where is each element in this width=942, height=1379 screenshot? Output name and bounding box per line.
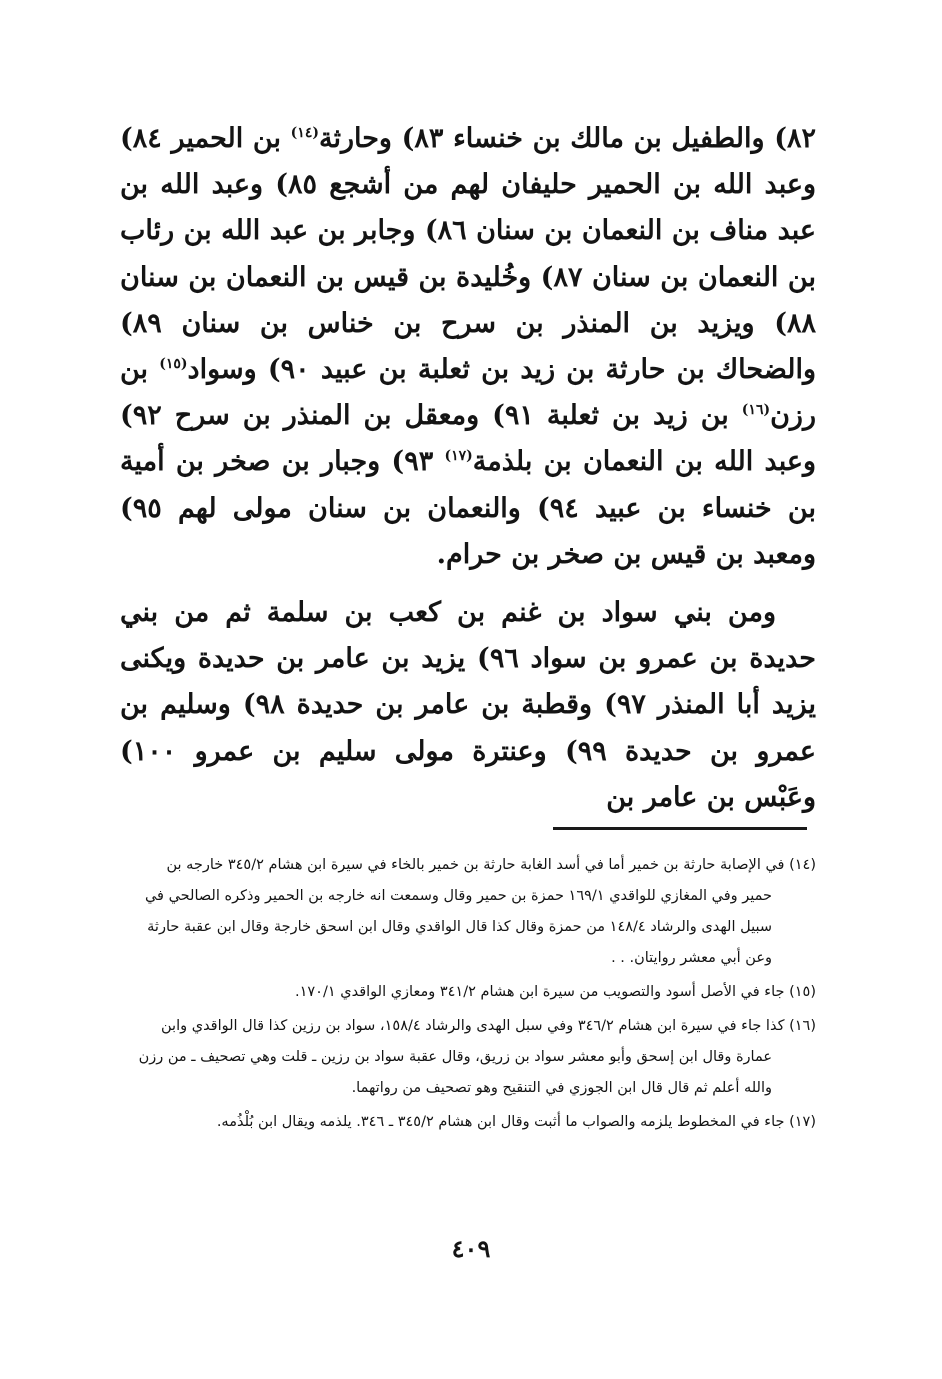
footnote-16: (١٦) كذا جاء في سيرة ابن هشام ٣٤٦/٢ وفي سبل الهدى والرشاد ١٥٨/٤، سواد بن رزين كذا قال الواقدي وابن عمارة وقال ابن إسحق وأبو معشر سواد بن زريق، وقال عقبة سواد بن رزين ـ قلت وهي تصحيف ـ من رزن والله أعلم ثم قال قال ابن الجوزي في التنقيح وهو تصحيف من رواتهما. — [138, 1018, 816, 1096]
page-number: ٤٠٩ — [451, 1234, 491, 1263]
footnote-15: (١٥) جاء في الأصل أسود والتصويب من سيرة ابن هشام ٣٤١/٢ ومعازي الواقدي ١٧٠/١. — [294, 984, 816, 1000]
footnotes-block — [136, 850, 816, 1141]
footnote-ref-16: (١٦) — [741, 402, 771, 419]
main-text-block — [120, 116, 816, 821]
paragraph-1-part-5: ٩٣) وجبار بن صخر بن أمية بن خنساء بن عبيد ٩٤) والنعمان بن سنان مولى لهم ٩٥) ومعبد بن قيس بن صخر بن حرام. — [120, 446, 816, 570]
paragraph-1-part-3: بن رزن — [120, 354, 816, 432]
footnote-ref-15: (١٥) — [159, 356, 188, 373]
paragraph-1-part-4: بن زيد بن ثعلبة ٩١) ومعقل بن المنذر بن سرح ٩٢) وعبد الله بن النعمان بن بلذمة — [120, 400, 816, 478]
body-paragraph-2: ومن بني سواد بن غنم بن كعب بن سلمة ثم من بني حديدة بن عمرو بن سواد ٩٦) يزيد بن عامر بن حديدة ويكنى يزيد أبا المنذر ٩٧) وقطبة بن عامر بن حديدة ٩٨) وسليم بن عمرو بن حديدة ٩٩) وعنترة مولى سليم بن عمرو ١٠٠) وعَبْس بن عامر بن — [120, 597, 817, 813]
footnote-17: (١٧) جاء في المخطوط يلزمه والصواب ما أثبت وقال ابن هشام ٣٤٥/٢ ـ ٣٤٦. يلذمه ويقال ابن بُلْذُمه. — [216, 1114, 816, 1130]
footnote-ref-17: (١٧) — [444, 448, 473, 465]
footnote-ref-14: (١٤) — [290, 125, 319, 141]
footnote-separator — [553, 827, 807, 830]
paragraph-1-part-2: بن الحمير ٨٤) وعبد الله بن الحمير حليفان لهم من أشجع ٨٥) وعبد الله بن عبد مناف بن النعمان بن سنان ٨٦) وجابر بن عبد الله بن رئاب بن النعمان بن سنان ٨٧) وخُليدة بن قيس بن النعمان بن سنان ٨٨) ويزيد بن المنذر بن سرح بن خناس بن سنان ٨٩) والضحاك بن حارثة بن زيد بن ثعلبة بن عبيد ٩٠) وسواد — [120, 123, 817, 386]
body-paragraph-1 — [120, 116, 816, 578]
footnote-14: (١٤) في الإصابة حارثة بن خمير أما في أسد الغابة حارثة بن خمير بالخاء في سيرة ابن هشام ٣٤٥/٢ خارجه بن حمير وفي المغازي للواقدي ١٦٩/١ حمزة بن حمير وقال وسمعت انه خارجه بن الحمير وذكره الصالحي في سبيل الهدى والرشاد ١٤٨/٤ من حمزة وقال كذا قال الواقدي وقال ابن اسحق خارجة وقال ابن عقبة حارثة وعن أبي معشر روايتان. . . — [144, 857, 816, 966]
paragraph-1-part-1: ٨٢) والطفيل بن مالك بن خنساء ٨٣) وحارثة — [318, 123, 816, 154]
